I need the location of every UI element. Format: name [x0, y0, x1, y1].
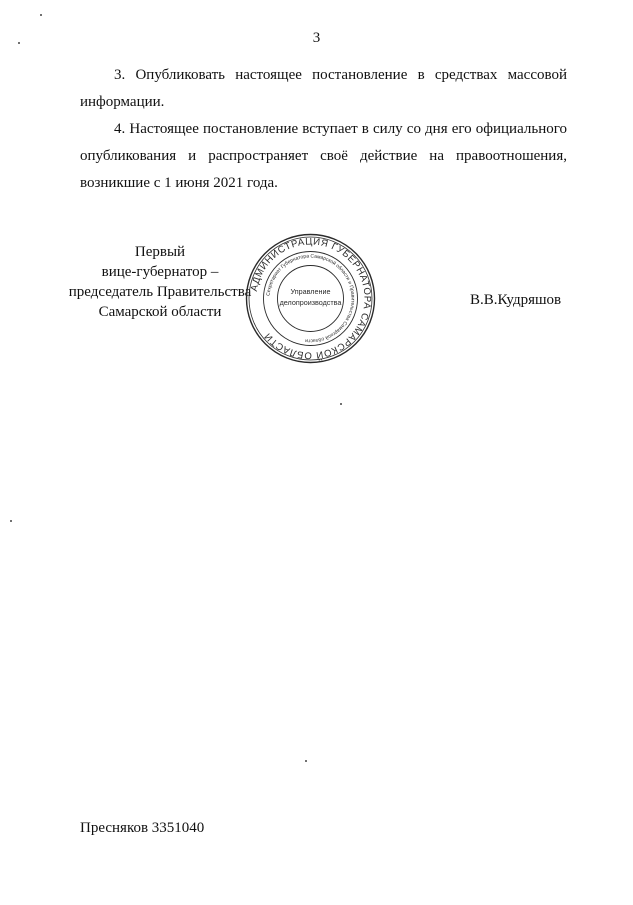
scan-speck [40, 14, 42, 16]
signatory-title-line: Первый [134, 244, 186, 260]
signatory-title-line: вице-губернатор – [101, 264, 219, 280]
signatory-name: В.В.Кудряшов [470, 292, 562, 308]
signatory-title-line: Самарской области [98, 304, 222, 320]
scan-speck [10, 520, 12, 522]
stamp-outer-text: АДМИНИСТРАЦИЯ ГУБЕРНАТОРА САМАРСКОЙ ОБЛАСТИ [248, 236, 373, 361]
official-stamp [243, 231, 378, 366]
executor-note: Пресняков 3351040 [80, 820, 205, 836]
paragraph-3: 3. Опубликовать настоящее постановление в средствах массовой информации. [80, 67, 567, 110]
stamp-center-line-1: Управление [290, 287, 331, 296]
scan-speck [305, 760, 307, 762]
scan-speck [18, 42, 20, 44]
stamp-center-line-2: делопроизводства [279, 298, 342, 307]
scan-speck [340, 403, 342, 405]
signatory-title-line: председатель Правительства [68, 284, 252, 300]
stamp-inner-text: Секретариат Губернатора Самарской области и Правительства Самарской области [265, 253, 356, 344]
paragraph-4: 4. Настоящее постановление вступает в силу со дня его официального опубликования и распространяет своё действие на правоотношения, возникшие с 1 июня 2021 года. [80, 121, 567, 191]
signatory-title [60, 242, 260, 322]
stamp-seal-graphic [243, 231, 378, 366]
page-number: 3 [312, 30, 321, 46]
